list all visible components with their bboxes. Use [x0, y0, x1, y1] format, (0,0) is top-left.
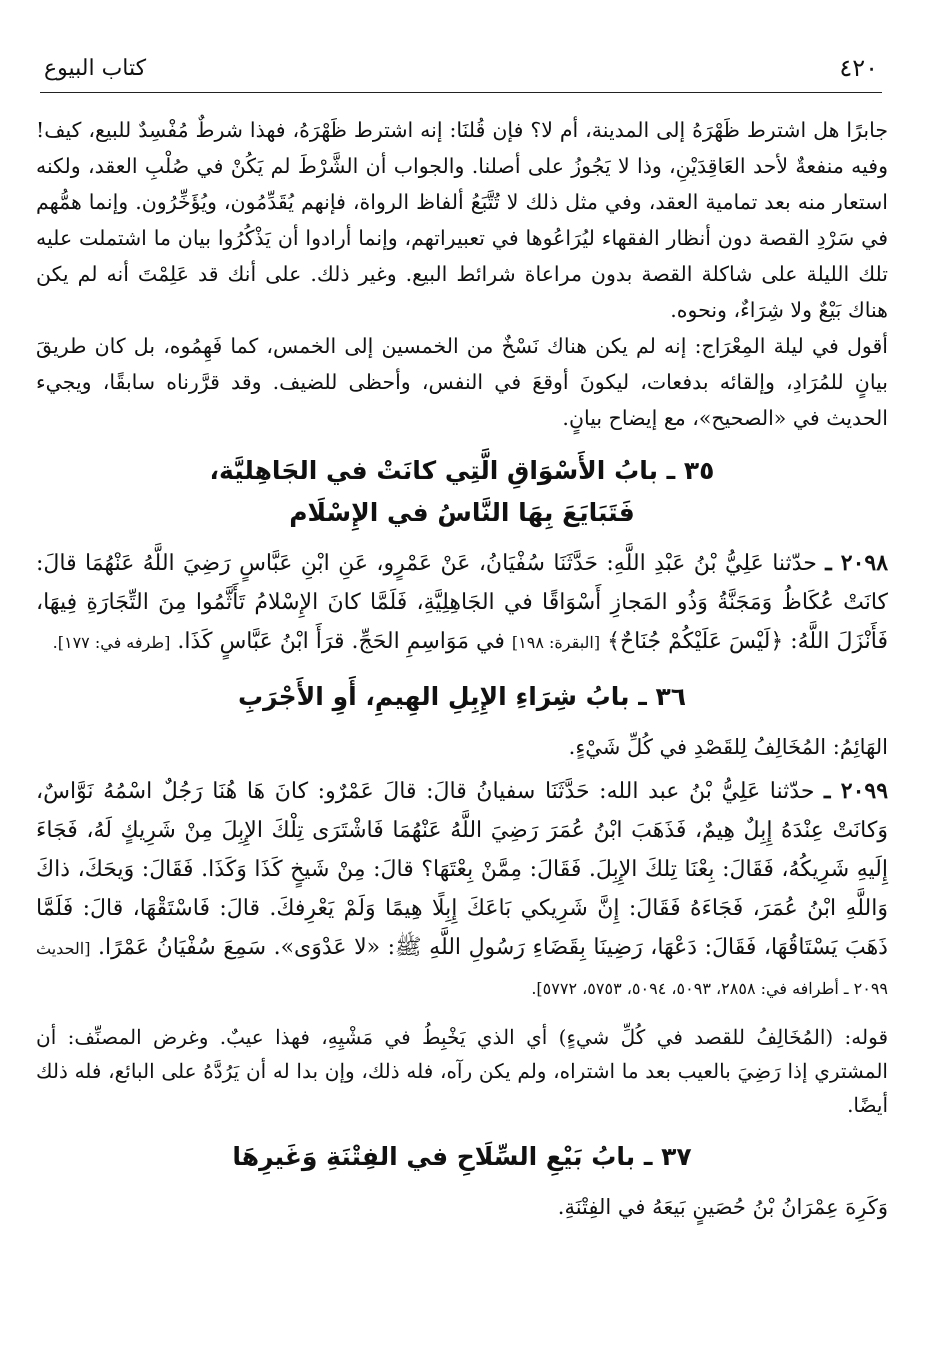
chapter-heading-line: ٣٦ ـ بابُ شِرَاءِ الإِبِلِ الهِيمِ، أَوِ الأَجْرَبِ — [237, 682, 687, 711]
hadith-number: ٢٠٩٨ ـ — [825, 550, 889, 576]
chapter-heading — [36, 1136, 888, 1178]
running-title: كتاب البيوع — [44, 56, 147, 81]
hadith-number: ٢٠٩٩ ـ — [824, 778, 889, 804]
hadith-text — [36, 544, 888, 662]
hadith-body-continued: في مَوَاسِمِ الحَجِّ. قرَأَ ابْنُ عَبَّاسٍ كَذَا. — [177, 629, 505, 654]
page-body — [36, 112, 888, 1232]
hadith-body: حدّثنا عَلِيُّ بْنُ عَبْدِ اللَّهِ: حَدَّثَنَا سُفْيَانُ، عَنْ عَمْرٍو، عَنِ ابْنِ عَبَّاسٍ رَضِيَ اللَّهُ عَنْهُمَا قالَ: كانَتْ عُكَاظُ وَمَجَنَّةُ وَذُو المَجازِ أَسْوَاقًا في الجَاهِلِيَّةِ، فَلَمَّا كانَ الإِسْلامُ تَأَثَّمُوا مِنَ التِّجَارَةِ فِيهَا، فَأَنْزَلَ اللَّهُ: ﴿لَيْسَ عَلَيْكُمْ جُنَاحٌ﴾ — [36, 551, 888, 654]
hadith-text — [36, 772, 888, 1008]
chapter-gloss: وَكَرِهَ عِمْرَانُ بْنُ حُصَينٍ بَيعَهُ في الفِتْنَةِ. — [557, 1195, 888, 1219]
chapter-heading-line: ٣٧ ـ بابُ بَيْعِ السِّلَاحِ في الفِتْنَةِ وَغَيرِهَا — [232, 1142, 692, 1171]
intro-paragraph: جابرًا هل اشترط ظَهْرَهُ إلى المدينة، أم لا؟ فإن قُلنَا: إنه اشترط ظَهْرَهُ، فهذا شرطٌ مُفْسِدٌ للبيع، كيف! وفيه منفعةٌ لأحد العَاقِدَيْنِ، وذا لا يَجُوزُ على أصلنا. والجواب أن الشَّرْطَ لم يَكُنْ في صُلْبِ العقد، ولكنه استعار منه بعد تمامية العقد، وفي مثل ذلك لا تُتَّبَعُ ألفاظ الرواة، فإنهم يُقَدِّمُون، ويُؤَخِّرُون. وإنما همُّهم في سَرْدِ القصة دون أنظار الفقهاء ليُرَاعُوها في تعبيراتهم، وإنما أرادوا أن يَذْكُرُوا بيان ما اشتملت عليه تلك الليلة على شاكلة القصة بدون مراعاة شرائط البيع. وغير ذلك. على أنك قد عَلِمْتَ أنه لم يكن هناك بَيْعٌ ولا شِرَاءٌ، ونحوه. — [36, 118, 888, 322]
chapter-heading — [36, 450, 888, 534]
hadith-cross-reference: [طرفه في: ١٧٧]. — [52, 633, 171, 652]
chapter-heading — [36, 676, 888, 718]
intro-paragraph: أقول في ليلة المِعْرَاج: إنه لم يكن هناك نَسْخٌ من الخمسين إلى الخمس، كما فَهِمُوه، بل كان طريقَ بيانٍ للمُرَادِ، وإلقائه بدفعات، ليكونَ أوقعَ في النفس، وأحظى للضيف. وقد قرَّرناه سابقًا، ويجيء الحديث في «الصحيح»، مع إيضاح بيانٍ. — [36, 334, 888, 430]
chapter-heading-line: فَتَبَايَعَ بِهَا النَّاسُ في الإِسْلَام — [289, 498, 635, 527]
commentary-paragraph: قوله: (المُخَالِفُ للقصد في كُلِّ شيءٍ) أي الذي يَخْبِطُ في مَشْيِهِ، فهذا عيبٌ. وغرض المصنِّف: أن المشتري إذا رَضِيَ بالعيب بعد ما اشتراه، ولم يكن رآه، فله ذلك، وإن بدا له أن يَرُدَّهُ على البائع، فله ذلك أيضًا. — [36, 1025, 888, 1117]
page-header — [40, 48, 882, 93]
hadith-body: حدّثنا عَلِيُّ بْنُ عبد الله: حَدَّثَنَا سفيانُ قالَ: قالَ عَمْرٌو: كانَ هَا هُنَا رَجُلٌ اسْمُهُ نَوَّاسٌ، وَكانَتْ عِنْدَهُ إِبِلٌ هِيمٌ، فَذَهَبَ ابْنُ عُمَرَ رَضِيَ اللَّهُ عَنْهُمَا فَاشْتَرَى تِلْكَ الإِبِلَ مِنْ شَرِيكٍ لَهُ، فَجَاءَ إِلَيهِ شَرِيكُهُ، فَقَالَ: بِعْنَا تِلكَ الإِبِلَ. فَقَالَ: مِمَّنْ بِعْتَهَا؟ قالَ: مِنْ شَيخٍ كَذَا وَكَذَا. فَقَالَ: وَيحَكَ، ذاكَ وَاللَّهِ ابْنُ عُمَرَ، فَجَاءَهُ فَقَالَ: إِنَّ شَرِيكي بَاعَكَ إِبِلًا هِيمًا وَلَمْ يَعْرِفكَ. قالَ: فَاسْتَقْهَا، قالَ: فَلَمَّا ذَهَبَ يَسْتَاقُهَا، فَقَالَ: دَعْهَا، رَضِينَا بِقَضَاءِ رَسُولِ اللَّهِ ﷺ: «لا عَدْوَى». سَمِعَ سُفْيَانُ عَمْرًا. — [36, 779, 888, 960]
page-number: ٤٢٠ — [839, 54, 878, 82]
hadith-cross-reference: [الحديث ٢٠٩٩ ـ أطرافه في: ٢٨٥٨، ٥٠٩٣، ٥٠٩٤، ٥٧٥٣، ٥٧٧٢]. — [36, 939, 888, 998]
quran-reference: [البقرة: ١٩٨] — [511, 633, 601, 652]
chapter-gloss: الهَائِمُ: المُخَالِفُ لِلقَصْدِ في كُلِّ شَيْءٍ. — [568, 735, 888, 759]
chapter-heading-line: ٣٥ ـ بابُ الأَسْوَاقِ الَّتِي كانَتْ في الجَاهِليَّة، — [209, 456, 715, 485]
